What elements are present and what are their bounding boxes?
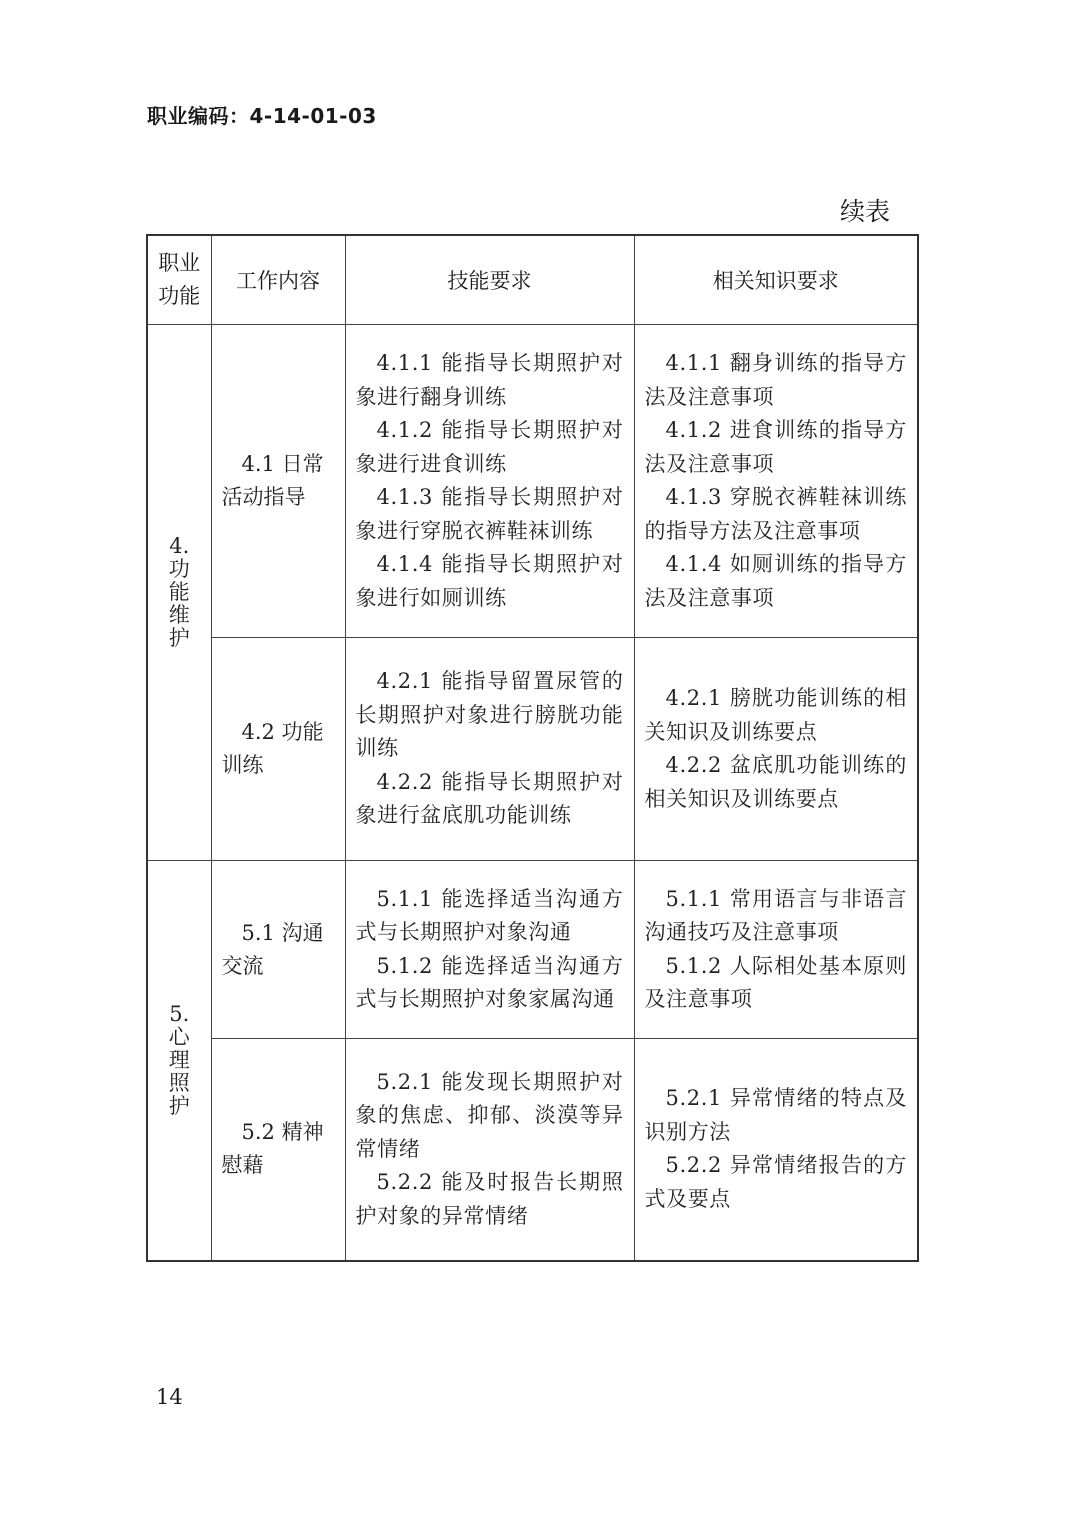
standards-table [146,234,919,1262]
skill-cell [345,638,634,861]
header-function-line2: 功能 [158,284,201,308]
work-content-prefix: 4.1 日常 [241,452,324,476]
work-content-prefix: 5.2 精神 [241,1120,324,1145]
knowledge-item: 5.2.2 异常情绪报告的方式及要点 [644,1153,907,1211]
knowledge-cell [634,1039,918,1261]
skill-item: 5.1.2 能选择适当沟通方式与长期照护对象家属沟通 [355,953,624,1011]
skill-cell [345,861,634,1039]
work-content-cell [211,638,345,861]
work-content-prefix: 4.2 功能 [241,720,324,744]
occupation-code: 职业编码：4-14-01-03 [147,104,377,128]
knowledge-item: 4.1.3 穿脱衣裤鞋袜训练的指导方法及注意事项 [644,485,907,543]
function-number: 5. [169,1001,190,1026]
page-number: 14 [156,1385,183,1409]
table-row [147,325,918,638]
function-name: 功能维护 [168,557,190,650]
work-content-rest: 交流 [221,953,264,978]
work-content-cell [211,1039,345,1261]
knowledge-item: 4.2.1 膀胱功能训练的相关知识及训练要点 [644,686,907,744]
knowledge-item: 4.1.1 翻身训练的指导方法及注意事项 [644,351,907,409]
function-label [167,535,191,650]
table-header-row [147,235,918,325]
knowledge-item: 4.2.2 盆底肌功能训练的相关知识及训练要点 [644,753,907,811]
header-work-content: 工作内容 [211,235,345,325]
skill-cell [345,1039,634,1261]
skill-item: 5.1.1 能选择适当沟通方式与长期照护对象沟通 [355,886,624,944]
function-name: 心理照护 [168,1024,190,1118]
knowledge-cell [634,638,918,861]
skill-item: 5.2.2 能及时报告长期照护对象的异常情绪 [355,1170,624,1228]
work-content-prefix: 5.1 沟通 [241,920,324,945]
knowledge-item: 5.1.1 常用语言与非语言沟通技巧及注意事项 [644,886,907,944]
skill-item: 4.1.2 能指导长期照护对象进行进食训练 [355,418,624,476]
function-cell-4 [147,325,211,861]
skill-cell [345,325,634,638]
header-function [147,235,211,325]
header-function-line1: 职业 [158,251,201,275]
knowledge-item: 5.1.2 人际相处基本原则及注意事项 [644,953,907,1011]
work-content-rest: 活动指导 [221,485,306,509]
table-row [147,1039,918,1261]
function-label [167,1003,191,1118]
skill-item: 5.2.1 能发现长期照护对象的焦虑、抑郁、淡漠等异常情绪 [355,1069,624,1161]
header-knowledge-requirements: 相关知识要求 [634,235,918,325]
work-content-cell [211,325,345,638]
work-content-rest: 慰藉 [221,1153,264,1178]
skill-item: 4.1.3 能指导长期照护对象进行穿脱衣裤鞋袜训练 [355,485,624,543]
work-content-rest: 训练 [221,753,264,777]
table-row [147,861,918,1039]
knowledge-cell [634,325,918,638]
continued-table-label: 续表 [839,197,890,226]
skill-item: 4.2.1 能指导留置尿管的长期照护对象进行膀胱功能训练 [355,669,624,761]
skill-item: 4.1.4 能指导长期照护对象进行如厕训练 [355,552,624,610]
work-content-cell [211,861,345,1039]
function-cell-5 [147,861,211,1261]
table-row [147,638,918,861]
knowledge-cell [634,861,918,1039]
knowledge-item: 4.1.2 进食训练的指导方法及注意事项 [644,418,907,476]
header-skill-requirements: 技能要求 [345,235,634,325]
function-number: 4. [169,534,190,558]
skill-item: 4.2.2 能指导长期照护对象进行盆底肌功能训练 [355,769,624,828]
knowledge-item: 5.2.1 异常情绪的特点及识别方法 [644,1086,907,1144]
skill-item: 4.1.1 能指导长期照护对象进行翻身训练 [355,351,624,409]
knowledge-item: 4.1.4 如厕训练的指导方法及注意事项 [644,552,907,610]
